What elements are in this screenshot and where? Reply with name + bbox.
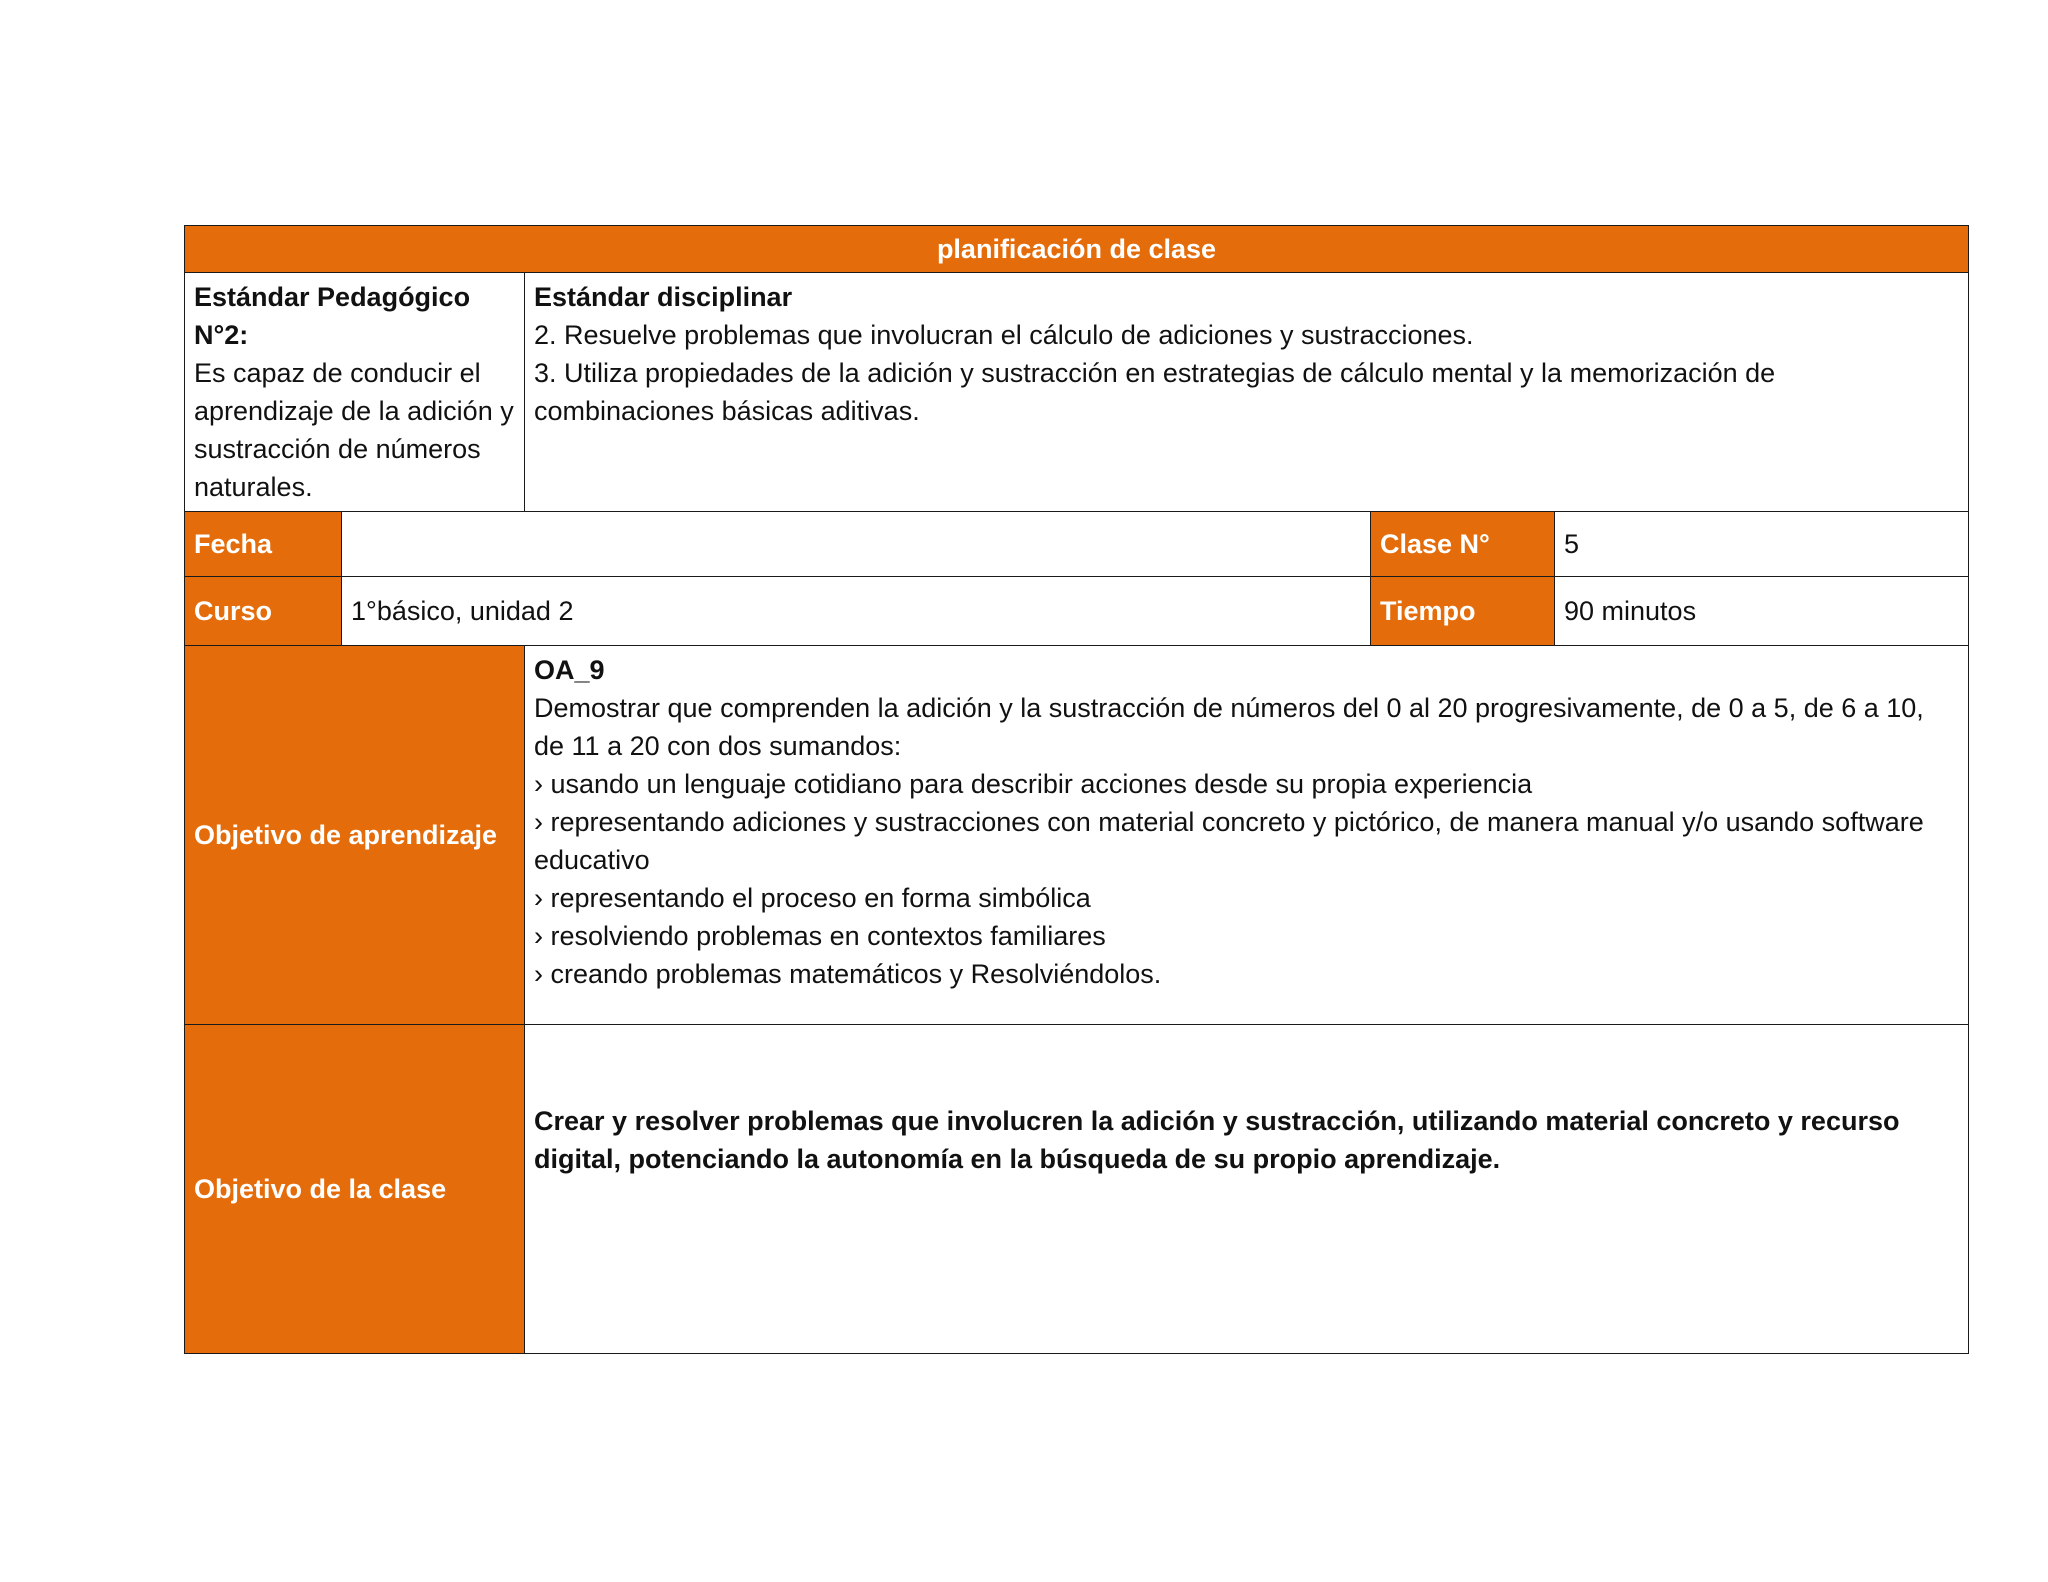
objetivo-aprendizaje-line: Demostrar que comprenden la adición y la sustracción de números del 0 al 20 progresivamente, de 0 a 5, de 6 a 10, de 11 a 20 con dos sumandos: — [534, 693, 1924, 761]
curso-value: 1°básico, unidad 2 — [342, 577, 1371, 646]
objetivo-aprendizaje-label: Objetivo de aprendizaje — [185, 646, 525, 1025]
estandar-pedagogico-heading: Estándar Pedagógico N°2: — [194, 282, 471, 350]
table-title: planificación de clase — [185, 226, 1969, 273]
objetivo-clase-label: Objetivo de la clase — [185, 1025, 525, 1354]
tiempo-value: 90 minutos — [1555, 577, 1969, 646]
objetivo-aprendizaje-line: › usando un lenguaje cotidiano para describir acciones desde su propia experiencia — [534, 769, 1533, 799]
estandar-pedagogico-cell — [185, 273, 525, 512]
objetivo-aprendizaje-line: › representando el proceso en forma simbólica — [534, 883, 1091, 913]
objetivo-clase-text: Crear y resolver problemas que involucren la adición y sustracción, utilizando material concreto y recurso digital, potenciando la autonomía en la búsqueda de su propio aprendizaje. — [534, 1106, 1900, 1174]
objetivo-aprendizaje-line: › representando adiciones y sustracciones con material concreto y pictórico, de manera manual y/o usando software educativo — [534, 807, 1924, 875]
tiempo-label: Tiempo — [1371, 577, 1555, 646]
estandar-disciplinar-heading: Estándar disciplinar — [534, 282, 793, 312]
objetivo-aprendizaje-line: › resolviendo problemas en contextos familiares — [534, 921, 1106, 951]
clase-numero-value: 5 — [1555, 512, 1969, 577]
clase-numero-label: Clase N° — [1371, 512, 1555, 577]
estandar-disciplinar-item: 3. Utiliza propiedades de la adición y sustracción en estrategias de cálculo mental y la memorización de combinaciones básicas aditivas. — [534, 358, 1776, 426]
lesson-plan-table — [184, 225, 1969, 1354]
estandar-disciplinar-cell — [525, 273, 1969, 512]
estandar-pedagogico-text: Es capaz de conducir el aprendizaje de la adición y sustracción de números naturales. — [194, 358, 514, 502]
estandar-disciplinar-item: 2. Resuelve problemas que involucran el cálculo de adiciones y sustracciones. — [534, 320, 1474, 350]
curso-label: Curso — [185, 577, 342, 646]
fecha-label: Fecha — [185, 512, 342, 577]
objetivo-clase-cell — [525, 1025, 1969, 1354]
objetivo-aprendizaje-line: › creando problemas matemáticos y Resolviéndolos. — [534, 959, 1162, 989]
objetivo-aprendizaje-code: OA_9 — [534, 655, 605, 685]
objetivo-aprendizaje-cell — [525, 646, 1969, 1025]
fecha-value — [342, 512, 1371, 577]
